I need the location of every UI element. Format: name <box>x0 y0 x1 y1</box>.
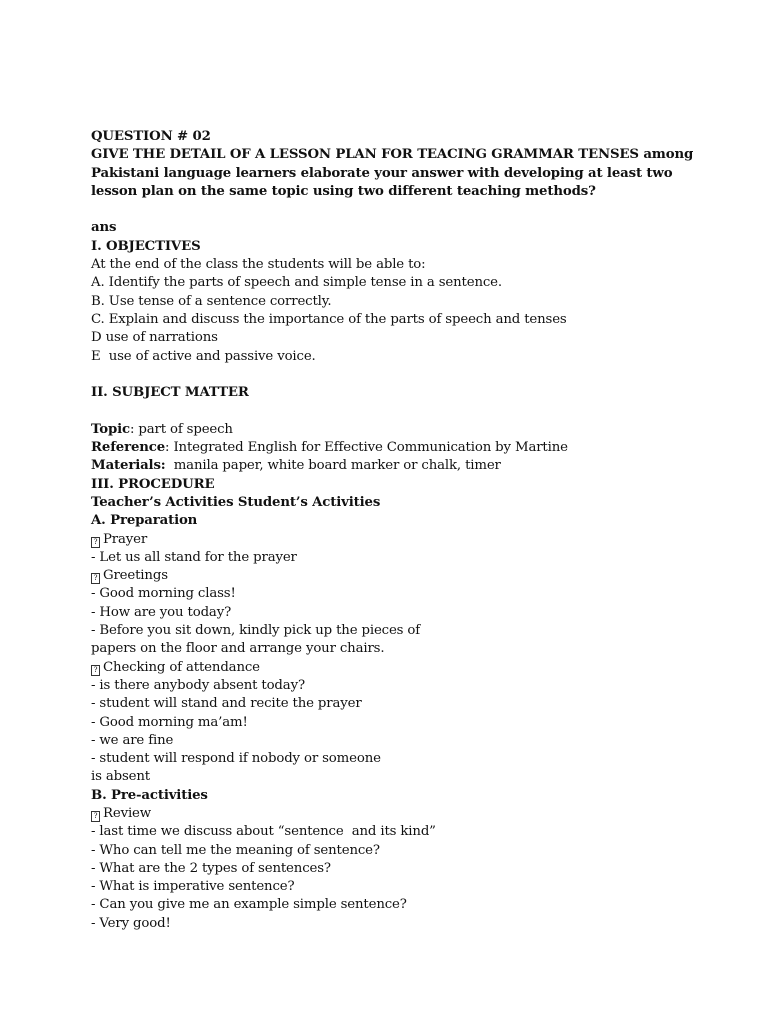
review-line: - What is imperative sentence? <box>91 879 295 895</box>
greeting-line: - How are you today? <box>91 604 232 620</box>
answer-label: ans <box>91 220 117 236</box>
reference-line <box>91 439 751 457</box>
topic-line <box>91 421 751 439</box>
missing-glyph-icon: ? <box>91 537 100 548</box>
question-number: QUESTION # 02 <box>91 129 211 144</box>
prayer-label: Prayer <box>103 531 148 547</box>
review-line: - Can you give me an example simple sentence? <box>91 897 407 913</box>
greeting-line: - Before you sit down, kindly pick up the pieces of <box>91 623 421 639</box>
preparation-heading: A. Preparation <box>91 513 198 529</box>
materials-value: manila paper, white board marker or chalk, timer <box>165 458 501 474</box>
prayer-line: - Let us all stand for the prayer <box>91 549 297 565</box>
objectives-intro: At the end of the class the students will be able to: <box>91 257 426 273</box>
attendance-line: - Good morning ma’am! <box>91 714 248 730</box>
subject-matter-heading: II. SUBJECT MATTER <box>91 385 249 401</box>
greeting-line: - Good morning class! <box>91 586 236 602</box>
review-line: - last time we discuss about “sentence and its kind” <box>91 824 436 840</box>
procedure-heading: III. PROCEDURE <box>91 476 215 492</box>
greetings-label: Greetings <box>103 568 168 584</box>
document-page <box>91 128 751 933</box>
topic-value: : part of speech <box>129 421 233 437</box>
objective-item: C. Explain and discuss the importance of the parts of speech and tenses <box>91 311 567 327</box>
attendance-line: - student will respond if nobody or someone <box>91 751 381 767</box>
attendance-line: - is there anybody absent today? <box>91 677 305 693</box>
materials-line <box>91 457 751 475</box>
review-item <box>91 805 751 823</box>
objective-item: D use of narrations <box>91 330 218 346</box>
greetings-item <box>91 567 751 585</box>
prayer-item <box>91 531 751 549</box>
review-label: Review <box>103 805 151 821</box>
attendance-line: - student will stand and recite the prayer <box>91 696 362 712</box>
attendance-item <box>91 659 751 677</box>
materials-label: Materials: <box>91 458 166 474</box>
greeting-line: papers on the floor and arrange your chairs. <box>91 641 385 657</box>
missing-glyph-icon: ? <box>91 665 100 676</box>
reference-label: Reference <box>91 440 166 456</box>
objective-item: E use of active and passive voice. <box>91 348 316 364</box>
procedure-columns: Teacher’s Activities Student’s Activities <box>91 494 381 510</box>
pre-activities-heading: B. Pre-activities <box>91 787 208 803</box>
question-text-line-3: lesson plan on the same topic using two different teaching methods? <box>91 183 596 199</box>
spacer <box>91 366 751 384</box>
missing-glyph-icon: ? <box>91 573 100 584</box>
reference-value: : Integrated English for Effective Communication by Martine <box>165 440 568 456</box>
missing-glyph-icon: ? <box>91 811 100 822</box>
objective-item: B. Use tense of a sentence correctly. <box>91 293 332 309</box>
spacer <box>91 402 751 420</box>
review-line: - Who can tell me the meaning of sentence? <box>91 842 380 858</box>
topic-label: Topic <box>91 421 130 437</box>
review-line: - What are the 2 types of sentences? <box>91 860 331 876</box>
attendance-line: - we are fine <box>91 732 174 748</box>
objective-item: A. Identify the parts of speech and simple tense in a sentence. <box>91 275 502 291</box>
spacer <box>91 201 751 219</box>
question-text-line-2: Pakistani language learners elaborate your answer with developing at least two <box>91 165 673 181</box>
review-line: - Very good! <box>91 915 171 931</box>
attendance-line: is absent <box>91 769 150 785</box>
attendance-label: Checking of attendance <box>103 659 260 675</box>
objectives-heading: I. OBJECTIVES <box>91 238 201 254</box>
question-text-line-1: GIVE THE DETAIL OF A LESSON PLAN FOR TEACING GRAMMAR TENSES among <box>91 147 694 163</box>
